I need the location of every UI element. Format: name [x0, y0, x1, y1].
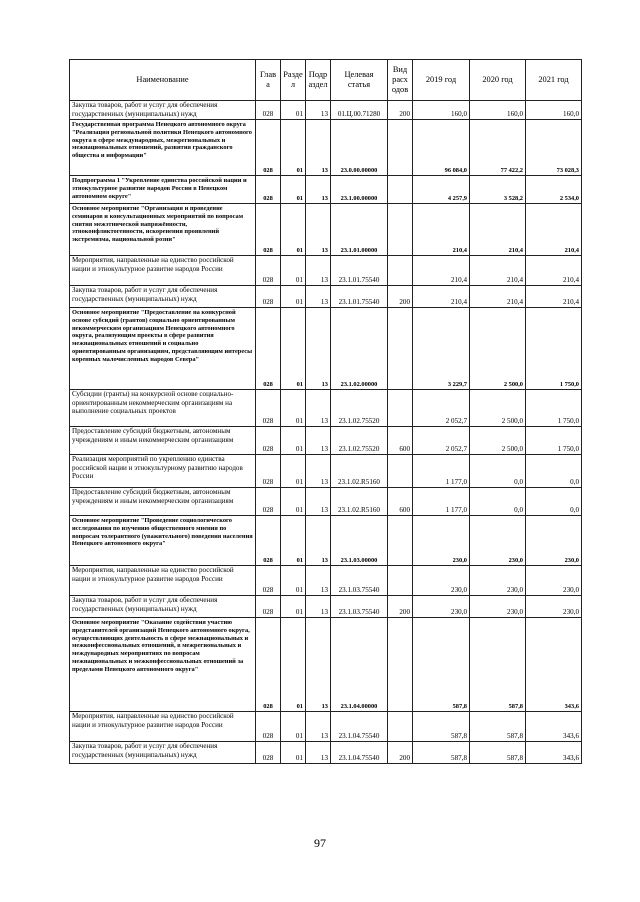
table-row — [70, 390, 582, 427]
table-row — [70, 204, 582, 256]
cell-glava: 028 — [256, 712, 281, 742]
table-row — [70, 516, 582, 566]
cell-razdel: 01 — [281, 516, 306, 566]
cell-target: 01.Ц.00.71280 — [331, 101, 388, 120]
cell-2021: 210,4 — [526, 286, 582, 308]
cell-glava: 028 — [256, 516, 281, 566]
cell-2020: 210,4 — [470, 286, 526, 308]
cell-glava: 028 — [256, 455, 281, 488]
table-row — [70, 120, 582, 176]
cell-target: 23.1.02.R5160 — [331, 488, 388, 516]
cell-target: 23.1.02.75520 — [331, 427, 388, 455]
cell-razdel: 01 — [281, 176, 306, 204]
cell-razdel: 01 — [281, 566, 306, 596]
cell-2020: 2 500,0 — [470, 308, 526, 390]
cell-vid — [388, 204, 413, 256]
cell-razdel: 01 — [281, 455, 306, 488]
cell-razdel: 01 — [281, 488, 306, 516]
cell-glava: 028 — [256, 566, 281, 596]
cell-2021: 210,4 — [526, 204, 582, 256]
cell-2019: 230,0 — [413, 566, 470, 596]
cell-podrazdel: 13 — [306, 390, 331, 427]
table-row — [70, 618, 582, 712]
cell-podrazdel: 13 — [306, 566, 331, 596]
cell-vid — [388, 618, 413, 712]
cell-2020: 210,4 — [470, 204, 526, 256]
cell-name: Реализация мероприятий по укреплению единства российской нации и этнокультурному развитию народов России — [70, 455, 256, 488]
header-2021: 2021 год — [526, 60, 582, 101]
cell-target: 23.0.00.00000 — [331, 120, 388, 176]
cell-vid: 200 — [388, 286, 413, 308]
table-row — [70, 286, 582, 308]
cell-target: 23.1.04.75540 — [331, 742, 388, 764]
cell-2019: 230,0 — [413, 596, 470, 618]
cell-vid — [388, 516, 413, 566]
cell-2019: 160,0 — [413, 101, 470, 120]
cell-name: Основное мероприятие "Предоставление на конкурсной основе субсидий (грантов) социально ориентированным некоммерческим организациям Ненецкого автономного округа, реализующим проекты в сфере развития межнациональных отношений и социально ориентированным организациям, представляющим интересы коренных малочисленных народов Севера" — [70, 308, 256, 390]
header-podrazdel: Подр аздел — [306, 60, 331, 101]
cell-2020: 587,8 — [470, 618, 526, 712]
cell-podrazdel: 13 — [306, 204, 331, 256]
cell-2019: 2 052,7 — [413, 427, 470, 455]
cell-glava: 028 — [256, 204, 281, 256]
cell-2019: 230,0 — [413, 516, 470, 566]
cell-razdel: 01 — [281, 618, 306, 712]
cell-vid — [388, 390, 413, 427]
table-row — [70, 427, 582, 455]
header-2020: 2020 год — [470, 60, 526, 101]
cell-vid: 200 — [388, 596, 413, 618]
cell-name: Предоставление субсидий бюджетным, автономным учреждениям и иным некоммерческим организациям — [70, 427, 256, 455]
cell-2021: 1 750,0 — [526, 390, 582, 427]
cell-2021: 230,0 — [526, 516, 582, 566]
cell-vid — [388, 120, 413, 176]
cell-2021: 73 028,3 — [526, 120, 582, 176]
cell-2021: 0,0 — [526, 455, 582, 488]
cell-vid — [388, 176, 413, 204]
cell-vid: 600 — [388, 488, 413, 516]
cell-razdel: 01 — [281, 204, 306, 256]
cell-vid — [388, 256, 413, 286]
cell-podrazdel: 13 — [306, 488, 331, 516]
header-glava: Глав а — [256, 60, 281, 101]
cell-name: Субсидии (гранты) на конкурсной основе социально-ориентированным некоммерческим организациям на выполнение социальных проектов — [70, 390, 256, 427]
table-row — [70, 256, 582, 286]
cell-vid — [388, 712, 413, 742]
cell-glava: 028 — [256, 390, 281, 427]
table-row — [70, 488, 582, 516]
cell-name: Государственная программа Ненецкого автономного округа "Реализация региональной политики Ненецкого автономного округа в сфере международных, межрегиональных и межнациональных отношений, развития гражданского общества и информации" — [70, 120, 256, 176]
cell-2019: 4 257,9 — [413, 176, 470, 204]
cell-vid: 200 — [388, 101, 413, 120]
cell-name: Основное мероприятие "Оказание содействия участию представителей организаций Ненецкого автономного округа, осуществляющих деятельность в сфере межнациональных и межконфессиональных отношений, в межрегиональных и международных мероприятиях по вопросам межнациональных и межконфессиональных отношений за пределами Ненецкого автономного округа" — [70, 618, 256, 712]
page-number: 97 — [314, 836, 326, 850]
cell-vid: 200 — [388, 742, 413, 764]
header-2019: 2019 год — [413, 60, 470, 101]
cell-podrazdel: 13 — [306, 176, 331, 204]
header-vid: Вид расх одов — [388, 60, 413, 101]
cell-2019: 210,4 — [413, 286, 470, 308]
cell-target: 23.1.03.75540 — [331, 596, 388, 618]
cell-vid: 600 — [388, 427, 413, 455]
cell-razdel: 01 — [281, 712, 306, 742]
cell-2020: 2 500,0 — [470, 427, 526, 455]
cell-target: 23.1.04.75540 — [331, 712, 388, 742]
cell-2019: 3 229,7 — [413, 308, 470, 390]
cell-2020: 230,0 — [470, 596, 526, 618]
table-row — [70, 455, 582, 488]
table-body — [70, 101, 582, 764]
cell-podrazdel: 13 — [306, 596, 331, 618]
cell-name: Закупка товаров, работ и услуг для обеспечения государственных (муниципальных) нужд — [70, 742, 256, 764]
cell-2019: 2 052,7 — [413, 390, 470, 427]
cell-target: 23.1.00.00000 — [331, 176, 388, 204]
cell-name: Закупка товаров, работ и услуг для обеспечения государственных (муниципальных) нужд — [70, 596, 256, 618]
cell-2020: 77 422,2 — [470, 120, 526, 176]
cell-razdel: 01 — [281, 256, 306, 286]
cell-name: Мероприятия, направленные на единство российской нации и этнокультурное развитие народов России — [70, 256, 256, 286]
cell-2019: 1 177,0 — [413, 488, 470, 516]
cell-name: Подпрограмма 1 "Укрепление единства российской нации и этнокультурное развитие народов России в Ненецком автономном округе" — [70, 176, 256, 204]
cell-2021: 230,0 — [526, 596, 582, 618]
cell-podrazdel: 13 — [306, 308, 331, 390]
table-row — [70, 712, 582, 742]
cell-target: 23.1.02.75520 — [331, 390, 388, 427]
table-row — [70, 101, 582, 120]
table-header-row — [70, 60, 582, 101]
cell-name: Закупка товаров, работ и услуг для обеспечения государственных (муниципальных) нужд — [70, 286, 256, 308]
cell-2020: 0,0 — [470, 455, 526, 488]
cell-target: 23.1.01.75540 — [331, 286, 388, 308]
cell-2020: 230,0 — [470, 516, 526, 566]
cell-2021: 343,6 — [526, 712, 582, 742]
cell-name: Основное мероприятие "Проведение социологического исследования по изучению общественного мнения по вопросам толерантного (уважительного) поведения населения Ненецкого автономного округа" — [70, 516, 256, 566]
cell-razdel: 01 — [281, 390, 306, 427]
cell-razdel: 01 — [281, 120, 306, 176]
cell-target: 23.1.02.R5160 — [331, 455, 388, 488]
cell-podrazdel: 13 — [306, 455, 331, 488]
cell-glava: 028 — [256, 427, 281, 455]
budget-table — [69, 59, 582, 764]
cell-podrazdel: 13 — [306, 256, 331, 286]
cell-2019: 210,4 — [413, 204, 470, 256]
cell-2021: 1 750,0 — [526, 427, 582, 455]
cell-target: 23.1.03.00000 — [331, 516, 388, 566]
table-row — [70, 176, 582, 204]
cell-2019: 96 084,0 — [413, 120, 470, 176]
cell-glava: 028 — [256, 488, 281, 516]
cell-2019: 1 177,0 — [413, 455, 470, 488]
cell-razdel: 01 — [281, 286, 306, 308]
cell-2021: 2 534,0 — [526, 176, 582, 204]
cell-razdel: 01 — [281, 742, 306, 764]
header-target: Целевая статья — [331, 60, 388, 101]
table-row — [70, 742, 582, 764]
cell-glava: 028 — [256, 176, 281, 204]
cell-vid — [388, 308, 413, 390]
cell-razdel: 01 — [281, 308, 306, 390]
cell-2020: 587,8 — [470, 712, 526, 742]
cell-2020: 3 528,2 — [470, 176, 526, 204]
table-row — [70, 596, 582, 618]
cell-glava: 028 — [256, 596, 281, 618]
cell-target: 23.1.04.00000 — [331, 618, 388, 712]
cell-podrazdel: 13 — [306, 286, 331, 308]
cell-vid — [388, 455, 413, 488]
cell-target: 23.1.01.00000 — [331, 204, 388, 256]
cell-2021: 210,4 — [526, 256, 582, 286]
header-name: Наименование — [70, 60, 256, 101]
cell-name: Мероприятия, направленные на единство российской нации и этнокультурное развитие народов России — [70, 712, 256, 742]
cell-target: 23.1.02.00000 — [331, 308, 388, 390]
cell-vid — [388, 566, 413, 596]
cell-2021: 1 750,0 — [526, 308, 582, 390]
cell-2021: 0,0 — [526, 488, 582, 516]
cell-2020: 587,8 — [470, 742, 526, 764]
cell-podrazdel: 13 — [306, 618, 331, 712]
cell-podrazdel: 13 — [306, 742, 331, 764]
cell-2019: 587,8 — [413, 618, 470, 712]
cell-2019: 587,8 — [413, 742, 470, 764]
cell-glava: 028 — [256, 256, 281, 286]
cell-2021: 230,0 — [526, 566, 582, 596]
cell-glava: 028 — [256, 101, 281, 120]
cell-glava: 028 — [256, 308, 281, 390]
cell-2021: 160,0 — [526, 101, 582, 120]
cell-glava: 028 — [256, 286, 281, 308]
cell-podrazdel: 13 — [306, 427, 331, 455]
cell-2020: 0,0 — [470, 488, 526, 516]
cell-name: Основное мероприятие "Организация и проведение семинаров и консультационных мероприятий по вопросам снятия межэтнической напряжённости, этноконфликтогенности, искоренения проявлений экстремизма, национальной розни" — [70, 204, 256, 256]
table-row — [70, 566, 582, 596]
cell-2020: 230,0 — [470, 566, 526, 596]
cell-podrazdel: 13 — [306, 516, 331, 566]
cell-target: 23.1.03.75540 — [331, 566, 388, 596]
cell-glava: 028 — [256, 120, 281, 176]
cell-2020: 160,0 — [470, 101, 526, 120]
cell-2021: 343,6 — [526, 742, 582, 764]
cell-podrazdel: 13 — [306, 120, 331, 176]
cell-2020: 210,4 — [470, 256, 526, 286]
header-razdel: Разде л — [281, 60, 306, 101]
cell-2021: 343,6 — [526, 618, 582, 712]
cell-podrazdel: 13 — [306, 101, 331, 120]
table-row — [70, 308, 582, 390]
cell-name: Закупка товаров, работ и услуг для обеспечения государственных (муниципальных) нужд — [70, 101, 256, 120]
cell-2019: 210,4 — [413, 256, 470, 286]
cell-razdel: 01 — [281, 596, 306, 618]
cell-glava: 028 — [256, 618, 281, 712]
cell-name: Предоставление субсидий бюджетным, автономным учреждениям и иным некоммерческим организациям — [70, 488, 256, 516]
cell-target: 23.1.01.75540 — [331, 256, 388, 286]
cell-name: Мероприятия, направленные на единство российской нации и этнокультурное развитие народов России — [70, 566, 256, 596]
cell-podrazdel: 13 — [306, 712, 331, 742]
cell-2020: 2 500,0 — [470, 390, 526, 427]
cell-razdel: 01 — [281, 101, 306, 120]
cell-2019: 587,8 — [413, 712, 470, 742]
cell-razdel: 01 — [281, 427, 306, 455]
cell-glava: 028 — [256, 742, 281, 764]
